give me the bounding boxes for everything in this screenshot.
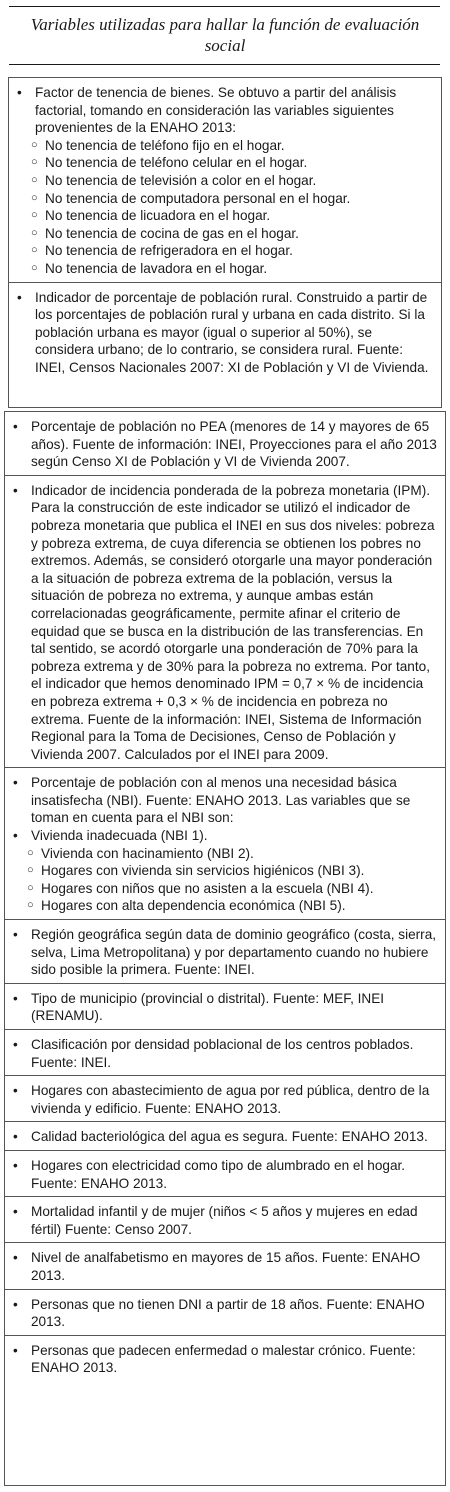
bullet-icon: • bbox=[17, 289, 22, 305]
circle-bullet-icon: ○ bbox=[31, 191, 38, 204]
circle-bullet-icon: ○ bbox=[27, 846, 34, 859]
sub-item-text: Hogares con vivienda sin servicios higiénicos (NBI 3). bbox=[41, 863, 365, 879]
sub-item bbox=[17, 242, 433, 260]
bullet-icon: • bbox=[13, 927, 18, 943]
sub-item-text: Vivienda con hacinamiento (NBI 2). bbox=[41, 845, 254, 861]
table-title: Variables utilizadas para hallar la función de evaluación social bbox=[30, 15, 420, 55]
top-rule bbox=[9, 6, 440, 7]
variable-item bbox=[5, 1336, 445, 1381]
variable-text: Personas que padecen enfermedad o malestar crónico. Fuente: ENAHO 2013. bbox=[31, 1342, 416, 1376]
circle-bullet-icon: ○ bbox=[27, 864, 34, 877]
circle-bullet-icon: ○ bbox=[31, 244, 38, 257]
sub-item bbox=[17, 260, 433, 278]
sub-item-text: No tenencia de teléfono fijo en el hogar. bbox=[45, 137, 285, 153]
variable-text: Factor de tenencia de bienes. Se obtuvo a partir del análisis factorial, tomando en consideración las variables siguientes provenientes de la ENAHO 2013: bbox=[35, 85, 397, 136]
sub-item-text: No tenencia de computadora personal en el hogar. bbox=[45, 190, 351, 206]
sub-item-text: No tenencia de cocina de gas en el hogar. bbox=[45, 225, 299, 241]
circle-bullet-icon: ○ bbox=[27, 899, 34, 912]
sub-item-text: No tenencia de teléfono celular en el hogar. bbox=[45, 155, 308, 171]
variable-item bbox=[5, 1197, 445, 1243]
bullet-icon: • bbox=[13, 1129, 18, 1145]
bullet-icon: • bbox=[13, 1296, 18, 1312]
circle-bullet-icon: ○ bbox=[31, 156, 38, 169]
circle-bullet-icon: ○ bbox=[27, 881, 34, 894]
variable-text: Indicador de porcentaje de población rural. Construido a partir de los porcentajes de población rural y urbana en cada distrito. Si la población urbana es mayor (igual o superior al 50%), se considera urbano; de lo contrario, se considera rural. Fuente: INEI, Censos Nacionales 2007: XI de Población y VI de Vivienda. bbox=[35, 289, 429, 375]
bullet-icon: • bbox=[13, 828, 18, 844]
sub-item bbox=[17, 172, 433, 190]
bullet-icon: • bbox=[13, 1037, 18, 1052]
variable-item bbox=[5, 984, 445, 1030]
variable-text: Porcentaje de población con al menos una necesidad básica insatisfecha (NBI). Fuente: ENAHO 2013. Las variables que se toman en cuenta para el NBI son: bbox=[31, 775, 411, 826]
variable-item bbox=[9, 78, 441, 283]
variable-text: Hogares con abastecimiento de agua por red pública, dentro de la vivienda y edificio. Fuente: ENAHO 2013. bbox=[31, 1083, 430, 1116]
variable-item bbox=[5, 1122, 445, 1151]
circle-bullet-icon: ○ bbox=[31, 138, 38, 151]
variable-text: Clasificación por densidad poblacional de los centros poblados. Fuente: INEI. bbox=[31, 1037, 414, 1070]
variable-text: Calidad bacteriológica del agua es segura. Fuente: ENAHO 2013. bbox=[31, 1129, 428, 1145]
variable-text: Hogares con electricidad como tipo de alumbrado en el hogar. Fuente: ENAHO 2013. bbox=[31, 1157, 406, 1191]
sub-item-text: No tenencia de lavadora en el hogar. bbox=[45, 260, 268, 276]
bullet-icon: • bbox=[17, 85, 22, 100]
variable-item bbox=[5, 412, 445, 476]
circle-bullet-icon: ○ bbox=[31, 261, 38, 274]
variable-item bbox=[5, 476, 445, 769]
variable-text: Mortalidad infantil y de mujer (niños < 5 años y mujeres en edad fértil) Fuente: Censo 2007. bbox=[31, 1204, 418, 1237]
sub-item bbox=[17, 225, 433, 243]
bullet-icon: • bbox=[13, 775, 18, 791]
bullet-icon: • bbox=[13, 419, 18, 434]
variables-box-1 bbox=[8, 77, 442, 408]
sub-item bbox=[17, 190, 433, 208]
variable-text: Porcentaje de población no PEA (menores de 14 y mayores de 65 años). Fuente de información: INEI, Proyecciones para el año 2013 según Censo XI de Población y VI de Vivienda 2007. bbox=[31, 419, 437, 470]
bullet-icon: • bbox=[13, 1083, 18, 1099]
bullet-icon: • bbox=[13, 1157, 18, 1173]
sub-item-text: Hogares con alta dependencia económica (NBI 5). bbox=[41, 898, 346, 914]
sub-item-text: No tenencia de licuadora en el hogar. bbox=[45, 208, 271, 224]
circle-bullet-icon: ○ bbox=[31, 173, 38, 186]
circle-bullet-icon: ○ bbox=[31, 209, 38, 222]
sub-item-text: No tenencia de refrigeradora en el hogar. bbox=[45, 243, 293, 259]
title-rule bbox=[9, 64, 440, 65]
variable-item bbox=[5, 1290, 445, 1336]
sub-item bbox=[17, 137, 433, 155]
variable-item bbox=[5, 1076, 445, 1122]
variable-item bbox=[5, 768, 445, 920]
sub-item bbox=[13, 897, 437, 915]
variable-text: Región geográfica según data de dominio geográfico (costa, sierra, selva, Lima Metropolitana) y por departamento cuando no hubiere sido posible la primera. Fuente: INEI. bbox=[31, 927, 437, 978]
sub-item-text: No tenencia de televisión a color en el hogar. bbox=[45, 172, 317, 188]
variable-item bbox=[5, 1030, 445, 1076]
variable-text: Personas que no tienen DNI a partir de 18 años. Fuente: ENAHO 2013. bbox=[31, 1296, 425, 1330]
variable-item bbox=[5, 920, 445, 984]
variable-text: Indicador de incidencia ponderada de la pobreza monetaria (IPM). Para la construcción de este indicador se utilizó el indicador de pobreza monetaria que publica el INEI en sus dos niveles: pobreza y pobreza extrema, de cuya diferencia se obtienen los pobres no extremos. Además, se consideró otorgarle una mayor ponderación a la situación de pobreza extrema de la población, versus la situación de pobreza no extrema, y aunque ambas están correlacionadas geográficamente, permite afinar el criterio de equidad que se busca en la distribución de las transferencias. En tal sentido, se acordó otorgarle una ponderación de 70% para la pobreza extrema y de 30% para la pobreza no extrema. Por tanto, el indicador que hemos denominado IPM = 0,7 × % de incidencia en pobreza extrema + 0,3 × % de incidencia en pobreza no extrema. Fuente de la información: INEI, Sistema de Información Regional para la Toma de Decisiones, Censo de Población y Vivienda 2007. Calculados por el INEI para 2009. bbox=[31, 482, 435, 762]
variables-box-2 bbox=[4, 411, 446, 1486]
sub-item bbox=[13, 845, 437, 863]
variable-text: Vivienda inadecuada (NBI 1). bbox=[31, 828, 208, 844]
circle-bullet-icon: ○ bbox=[31, 226, 38, 239]
bullet-icon: • bbox=[13, 482, 18, 498]
variable-text: Nivel de analfabetismo en mayores de 15 años. Fuente: ENAHO 2013. bbox=[31, 1250, 421, 1283]
variable-item bbox=[5, 1151, 445, 1197]
bullet-icon: • bbox=[13, 1204, 18, 1220]
bullet-icon: • bbox=[13, 990, 18, 1006]
variable-text: Tipo de municipio (provincial o distrital). Fuente: MEF, INEI (RENAMU). bbox=[31, 990, 385, 1024]
sub-item bbox=[13, 862, 437, 880]
bullet-icon: • bbox=[13, 1250, 18, 1266]
variable-item bbox=[9, 283, 441, 381]
bullet-icon: • bbox=[13, 1342, 18, 1358]
sub-item bbox=[13, 880, 437, 898]
sub-item-text: Hogares con niños que no asisten a la escuela (NBI 4). bbox=[41, 880, 374, 896]
variable-item bbox=[5, 1243, 445, 1289]
sub-item bbox=[17, 207, 433, 225]
sub-item bbox=[17, 154, 433, 172]
